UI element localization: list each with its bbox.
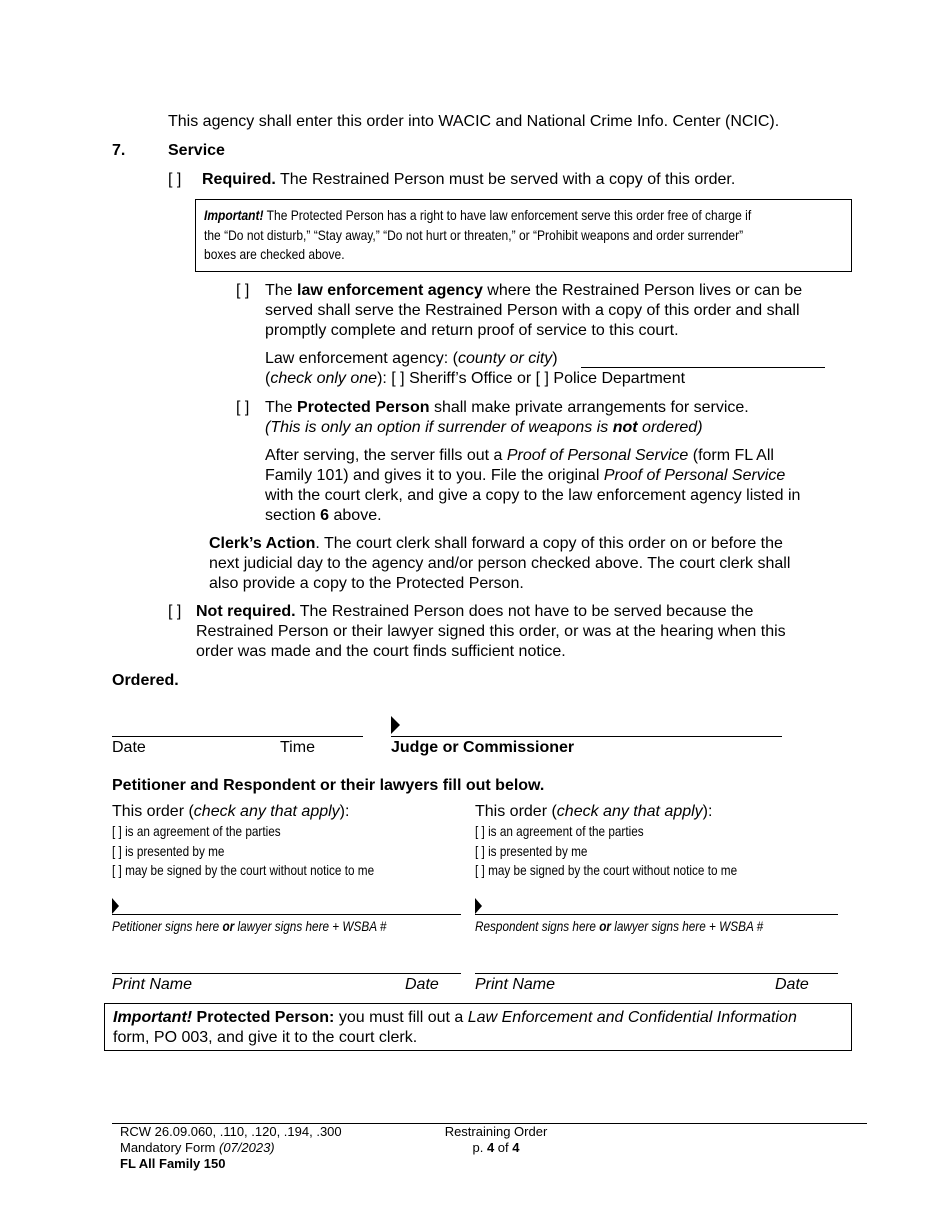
important-notice-text: Important! The Protected Person has a right to have law enforcement serve this order free of charge if the “Do not disturb,” “Stay away,” “Do not hurt or threaten,” or “Prohibit weapons and order surrender” boxes are checked above. xyxy=(204,207,752,262)
protected-person-text: The Protected Person shall make private arrangements for service. (This is only an option if surrender of weapons is not ordered) xyxy=(265,399,749,436)
respondent-option-agreement[interactable]: [ ] is an agreement of the parties xyxy=(475,823,644,839)
date-label: Date xyxy=(112,739,146,756)
sign-here-arrow-icon xyxy=(391,716,400,734)
petitioner-signature-line[interactable] xyxy=(112,914,461,915)
petitioner-print-name-line[interactable] xyxy=(112,973,461,974)
respondent-option-without-notice[interactable]: [ ] may be signed by the court without notice to me xyxy=(475,862,738,878)
respondent-signature-line[interactable] xyxy=(475,914,838,915)
petitioner-option-presented[interactable]: [ ] is presented by me xyxy=(112,842,225,859)
respondent-print-name-label: Print Name xyxy=(475,976,556,993)
respondent-print-name-line[interactable] xyxy=(475,973,838,974)
petitioner-sign-arrow-icon xyxy=(112,898,119,914)
not-required-text: Not required. The Restrained Person does not have to be served because the Restrained Person or their lawyer signed this order, or was at the hearing when this order was made and the court finds sufficient notice. xyxy=(196,603,786,660)
protected-person-checkbox[interactable]: [ ] xyxy=(236,399,250,416)
respondent-options xyxy=(475,822,737,881)
clerks-action-text: Clerk’s Action. The court clerk shall forward a copy of this order on or before the next judicial day to the agency and/or person checked above. The court clerk shall also provide a copy to the Protected Person. xyxy=(209,535,791,592)
le-agency-type-choice[interactable]: (check only one): [ ] Sheriff’s Office or [ ] Police Department xyxy=(265,370,686,387)
respondent-intro: This order (check any that apply): xyxy=(475,803,713,820)
respondent-option-presented[interactable]: [ ] is presented by me xyxy=(475,842,588,859)
judge-label: Judge or Commissioner xyxy=(391,739,575,756)
petitioner-option-without-notice[interactable]: [ ] may be signed by the court without notice to me xyxy=(112,862,375,878)
agency-note: This agency shall enter this order into WACIC and National Crime Info. Center (NCIC). xyxy=(168,113,780,130)
judge-signature-line[interactable] xyxy=(391,736,782,737)
le-agency-checkbox[interactable]: [ ] xyxy=(236,282,250,299)
respondent-sign-arrow-icon xyxy=(475,898,482,914)
petitioner-options xyxy=(112,822,374,881)
not-required-checkbox[interactable]: [ ] xyxy=(168,603,182,620)
respondent-date-label: Date xyxy=(775,976,809,993)
footer-center: Restraining Order p. 4 of 4 xyxy=(444,1124,548,1155)
parties-heading: Petitioner and Respondent or their lawyers fill out below. xyxy=(112,777,545,794)
section-number: 7. xyxy=(112,142,126,159)
required-checkbox[interactable]: [ ] xyxy=(168,171,182,188)
date-time-line[interactable] xyxy=(112,736,363,737)
petitioner-date-label: Date xyxy=(405,976,439,993)
time-label: Time xyxy=(280,739,315,756)
required-text: Required. The Restrained Person must be served with a copy of this order. xyxy=(202,171,736,188)
petitioner-intro: This order (check any that apply): xyxy=(112,803,350,820)
respondent-sign-label: Respondent signs here or lawyer signs here + WSBA # xyxy=(475,918,764,934)
bottom-important-text: Important! Protected Person: you must fill out a Law Enforcement and Confidential Information form, PO 003, and give it to the court clerk. xyxy=(113,1009,797,1046)
le-agency-input-line[interactable] xyxy=(581,367,825,368)
petitioner-print-name-label: Print Name xyxy=(112,976,193,993)
ordered-label: Ordered. xyxy=(112,672,179,689)
le-agency-label: Law enforcement agency: (county or city) xyxy=(265,350,558,367)
section-title: Service xyxy=(168,142,225,159)
petitioner-option-agreement[interactable]: [ ] is an agreement of the parties xyxy=(112,823,281,839)
after-serving-text: After serving, the server fills out a Proof of Personal Service (form FL All Family 101) and gives it to you. File the original Proof of Personal Service with the court clerk, and give a copy to the law enforcement agency listed in section 6 above. xyxy=(265,447,801,524)
le-agency-text: The law enforcement agency where the Restrained Person lives or can be served shall serve the Restrained Person with a copy of this order and shall promptly complete and return proof of service to this court. xyxy=(265,282,803,339)
petitioner-sign-label: Petitioner signs here or lawyer signs here + WSBA # xyxy=(112,918,387,934)
footer-left: RCW 26.09.060, .110, .120, .194, .300 Mandatory Form (07/2023) FL All Family 150 xyxy=(120,1124,342,1171)
